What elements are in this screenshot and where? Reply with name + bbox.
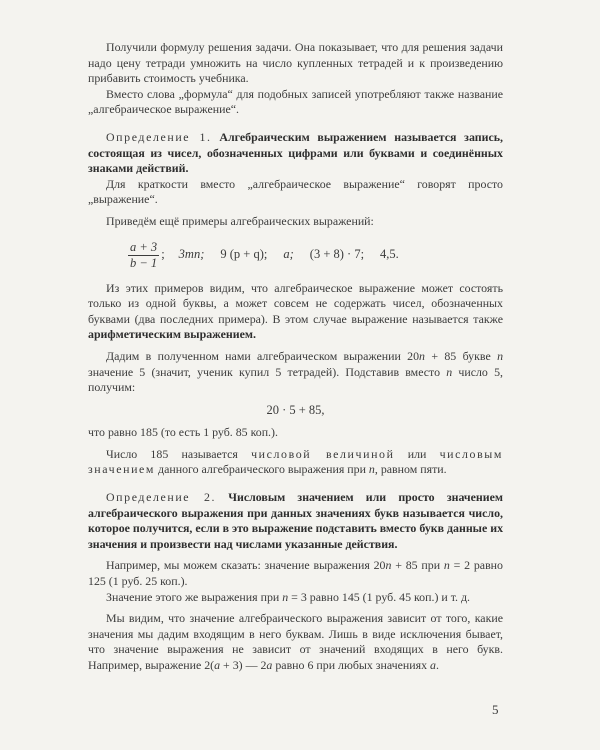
text-span: Например, мы можем сказать: значение выражения 20	[106, 558, 386, 573]
definition-1-label: Определение 1.	[106, 129, 212, 144]
example-3: 9 (p + q);	[220, 247, 268, 262]
fraction-numerator: a + 3	[130, 239, 158, 254]
paragraph-brevity: Для краткости вместо „алгебраическое выражение“ говорят просто „выражение“.	[88, 176, 503, 207]
variable-n: n	[446, 364, 453, 379]
definition-1	[88, 130, 503, 177]
paragraph-dependence	[88, 611, 503, 673]
text-span: или	[394, 446, 440, 461]
text-span: данного алгебраического выражения при	[155, 462, 369, 477]
text-span: + 85 букве	[425, 348, 498, 363]
definition-1-text: Алгебраическим выражением называется запись, состоящая из чисел, обозначенных цифрами или буквами и соединённых знаками действий.	[88, 129, 503, 176]
paragraph-numeric-value	[88, 447, 503, 478]
text-span: , равном пяти.	[374, 462, 447, 477]
paragraph-example-n3	[88, 590, 503, 606]
variable-n: n	[497, 348, 504, 363]
definition-2-text: Числовым значением или просто значением алгебраического выражения при данных значениях букв называется число, которое получится, если в это выражение подставить вместо букв данные их значения и произвести над числами указанные действия.	[88, 490, 504, 551]
example-4: a;	[283, 247, 294, 262]
text-span: Значение этого же выражения при	[106, 589, 283, 604]
text-span: Из этих примеров видим, что алгебраическое выражение может состоять только из одной буквы, а может совсем не содержать чисел, обозначенных буквами (два последних примера). В этом случае выражение называется также	[88, 280, 503, 326]
variable-a: a	[214, 658, 221, 672]
example-6: 4,5.	[380, 247, 399, 262]
page-number: 5	[492, 702, 499, 717]
variable-a: a	[266, 658, 273, 672]
variable-n: n	[368, 462, 375, 477]
text-span: + 85 при	[391, 558, 444, 573]
paragraph-algebraic-name: Вместо слова „формула“ для подобных записей употребляют также название „алгебраическое выражение“.	[88, 86, 503, 117]
text-span: + 3) — 2	[220, 658, 267, 672]
example-separator: ;	[161, 247, 165, 262]
variable-n: n	[419, 348, 425, 363]
example-5: (3 + 8) · 7;	[309, 247, 365, 262]
variable-n: n	[282, 589, 289, 604]
fraction-denominator: b − 1	[130, 255, 158, 270]
text-span: Число 185 называется	[106, 446, 252, 461]
example-2: 3mn;	[178, 247, 205, 262]
variable-a: a	[430, 658, 436, 672]
text-span: Мы видим, что значение алгебраического выражения зависит от того, какие значения мы дадим входящим в него буквам. Лишь в виде исключения бывает, что значение выражения не зависит от значений входящих в него букв. Например, выражение 2(	[88, 611, 503, 672]
text-span: .	[436, 658, 439, 672]
paragraph-more-examples: Приведём ещё примеры алгебраических выражений:	[106, 213, 374, 228]
paragraph-substitute	[88, 349, 503, 396]
text-span: число 5, получим:	[88, 364, 503, 395]
variable-n: n	[443, 558, 450, 573]
term-numeric-value: числовым значением	[88, 446, 504, 477]
paragraph-single-letter	[88, 281, 503, 343]
term-numeric-magnitude: числовой величиной	[251, 446, 395, 461]
example-fraction	[128, 240, 159, 271]
text-span: = 3 равно 145 (1 руб. 45 коп.) и т. д.	[288, 589, 470, 604]
examples-row	[128, 240, 503, 271]
paragraph-example-n2	[88, 558, 503, 589]
term-arithmetic-expression: арифметическим выражением.	[88, 327, 256, 342]
paragraph-result: что равно 185 (то есть 1 руб. 85 коп.).	[88, 425, 278, 440]
formula-display: 20 · 5 + 85,	[266, 402, 325, 417]
text-span: значение 5 (значит, ученик купил 5 тетрадей). Подставив вместо	[88, 364, 447, 379]
text-span: Дадим в полученном нами алгебраическом выражении 20	[106, 348, 420, 363]
page-text	[88, 40, 503, 674]
definition-2	[88, 490, 503, 552]
variable-n: n	[385, 558, 392, 573]
definition-2-label: Определение 2.	[106, 490, 217, 505]
text-span: равно 6 при любых значениях	[272, 658, 431, 672]
paragraph-formula-intro: Получили формулу решения задачи. Она показывает, что для решения задачи надо цену тетради умножить на число купленных тетрадей и к произведению прибавить стоимость учебника.	[88, 40, 503, 86]
text-span: = 2 равно 125 (1 руб. 25 коп.).	[88, 558, 503, 589]
